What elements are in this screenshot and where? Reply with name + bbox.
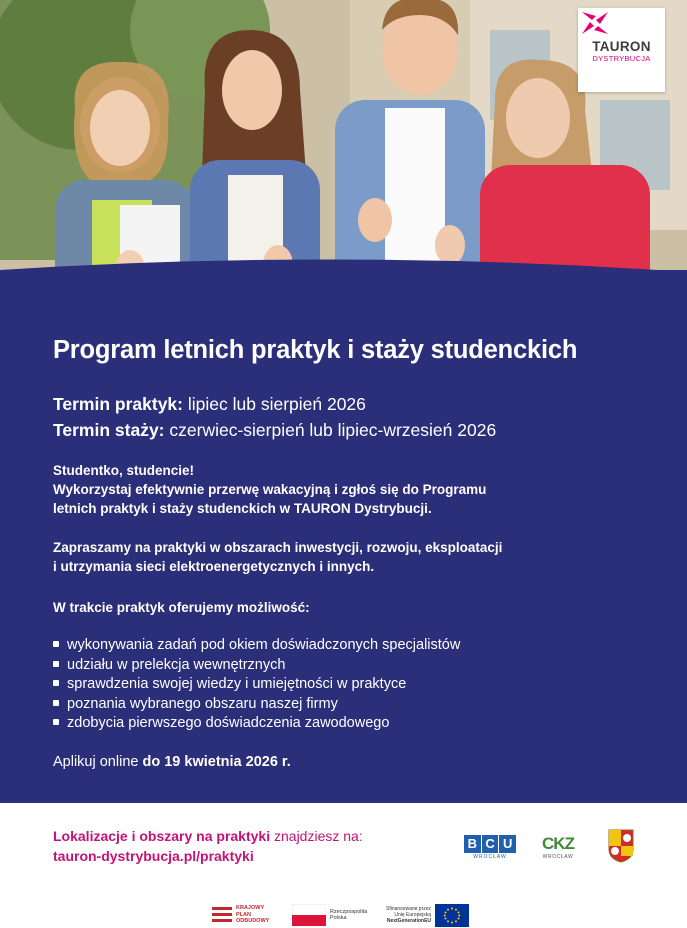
bcu-logo — [464, 835, 516, 860]
apply-prefix: Aplikuj online — [53, 754, 143, 770]
bullet-icon — [53, 719, 59, 725]
rp-line: Polska — [330, 915, 347, 921]
invite-line: i utrzymania sieci elektroenergetycznych i innych. — [53, 559, 375, 574]
list-item — [53, 714, 460, 734]
bcu-letter: U — [499, 835, 516, 853]
page-title: Program letnich praktyk i staży studenckich — [53, 336, 578, 364]
ckz-city: WROCŁAW — [542, 854, 574, 860]
bullet-icon — [53, 700, 59, 706]
ckz-logo — [536, 834, 580, 860]
bcu-letter: B — [464, 835, 481, 853]
offer-list — [53, 636, 460, 734]
tauron-logo — [578, 8, 665, 92]
info-panel — [0, 270, 687, 803]
bcu-letter: C — [482, 835, 499, 853]
invite-line: Zapraszamy na praktyki w obszarach inwestycji, rozwoju, eksploatacji — [53, 540, 503, 555]
bullet-icon — [53, 661, 59, 667]
locations-url-link[interactable]: tauron-dystrybucja.pl/praktyki — [53, 848, 254, 864]
term-internship-value: czerwiec-sierpień lub lipiec-wrzesień 2026 — [164, 420, 497, 440]
kpo-icon — [212, 905, 232, 925]
offer-text: sprawdzenia swojej wiedzy i umiejętności w praktyce — [67, 676, 407, 692]
ckz-name: CKZ — [542, 834, 574, 853]
bullet-icon — [53, 680, 59, 686]
tauron-logo-icon — [578, 8, 612, 38]
offer-text: udziału w prelekcja wewnętrznych — [67, 656, 286, 673]
polish-flag-icon — [292, 904, 326, 926]
rp-logo — [292, 901, 367, 928]
eu-flag-icon — [435, 904, 469, 927]
locations-info — [53, 826, 363, 866]
kpo-line: KRAJOWY — [236, 905, 265, 912]
list-item — [53, 636, 460, 656]
term-internship — [53, 420, 496, 441]
bullet-icon — [53, 641, 59, 647]
locations-bold: Lokalizacje i obszary na praktyki — [53, 828, 271, 844]
kpo-logo — [212, 901, 269, 928]
kpo-line: PLAN — [236, 911, 251, 918]
eu-line: Sfinansowane przez — [386, 906, 432, 912]
term-practice — [53, 394, 366, 415]
eu-logo — [386, 901, 469, 928]
intro-line: letnich praktyk i staży studenckich w TAURON Dystrybucji. — [53, 501, 432, 516]
invite-paragraph — [53, 538, 653, 576]
bcu-city: WROCŁAW — [473, 854, 507, 860]
wroclaw-crest-icon — [608, 829, 634, 863]
list-item — [53, 656, 460, 676]
rp-line: Rzeczpospolita — [330, 908, 368, 915]
list-item — [53, 675, 460, 695]
intro-line: Wykorzystaj efektywnie przerwę wakacyjną i zgłoś się do Programu — [53, 482, 487, 497]
offer-heading: W trakcie praktyk oferujemy możliwość: — [53, 600, 310, 615]
intro-line: Studentko, studencie! — [53, 463, 195, 478]
term-practice-value: lipiec lub sierpień 2026 — [183, 394, 366, 414]
offer-text: poznania wybranego obszaru naszej firmy — [67, 695, 338, 712]
kpo-line: ODBUDOWY — [236, 918, 270, 925]
offer-text: zdobycia pierwszego doświadczenia zawodowego — [67, 715, 390, 731]
term-practice-label: Termin praktyk: — [53, 394, 183, 414]
offer-text: wykonywania zadań pod okiem doświadczonych specjalistów — [67, 637, 461, 653]
apply-deadline: do 19 kwietnia 2026 r. — [142, 754, 291, 770]
eu-line: NextGenerationEU — [386, 918, 432, 924]
term-internship-label: Termin staży: — [53, 420, 165, 440]
logo-subtitle: DYSTRYBUCJA — [592, 54, 651, 63]
eu-line: Unię Europejską — [394, 912, 432, 918]
intro-paragraph — [53, 461, 653, 518]
locations-normal: znajdziesz na: — [270, 828, 363, 844]
logo-name: TAURON — [592, 39, 651, 54]
apply-line — [53, 754, 291, 770]
list-item — [53, 695, 460, 715]
